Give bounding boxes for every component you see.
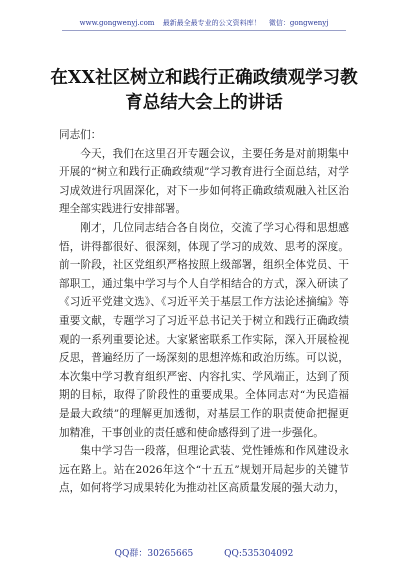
page-header: [0, 18, 408, 28]
document-title: [40, 66, 368, 116]
header-site-link[interactable]: www.gongwenyj.com: [79, 19, 155, 27]
salutation: 同志们：: [59, 129, 102, 141]
footer-qq-group: QQ群：30265665: [114, 549, 194, 559]
title-line-1: 在XX社区树立和践行正确政绩观学习教: [50, 68, 358, 88]
title-line-2: 育总结大会上的讲话: [125, 93, 283, 113]
header-divider: [62, 30, 346, 31]
footer-qq: QQ:535304092: [224, 549, 294, 559]
body-paragraph-3: 集中学习告一段落，但理论武装、党性锤炼和作风建设永远在路上。站在2026年这个“十五五”规划开局起步的关键节点，如何将学习成果转化为推动社区高质量发展的强大动力，: [59, 445, 349, 495]
body-paragraph-2: 刚才，几位同志结合各自岗位，交流了学习心得和思想感悟，讲得都很好、很深刻，体现了学习的成效、思考的深度。前一阶段，社区党组织严格按照上级部署，组织全体党员、干部职工，通过集中学习与个人自学相结合的方式，深入研读了《习近平党建文选》、《习近平关于基层工作方法论述摘编》等重要文献，专题学习了习近平总书记关于树立和践行正确政绩观的一系列重要论述。大家紧密联系工作实际，深入开展检视反思，普遍经历了一场深刻的思想淬炼和政治历练。可以说，本次集中学习教育组织严密、内容扎实、学风端正，达到了预期的目标，取得了阶段性的重要成果。全体同志对“为民造福是最大政绩”的理解更加透彻，对基层工作的职责使命把握更加精准，干事创业的责任感和使命感得到了进一步强化。: [59, 221, 349, 439]
body-paragraph-1: 今天，我们在这里召开专题会议，主要任务是对前期集中开展的“树立和践行正确政绩观”学习教育进行全面总结，对学习成效进行巩固深化，对下一步如何将正确政绩观融入社区治理全部实践进行安排部署。: [59, 147, 349, 216]
header-slogan: 最新最全最专业的公文资料库！: [162, 19, 261, 27]
page-footer: [0, 546, 408, 559]
document-body: [59, 126, 349, 498]
header-wechat: 微信：gongwenyj: [268, 19, 329, 27]
